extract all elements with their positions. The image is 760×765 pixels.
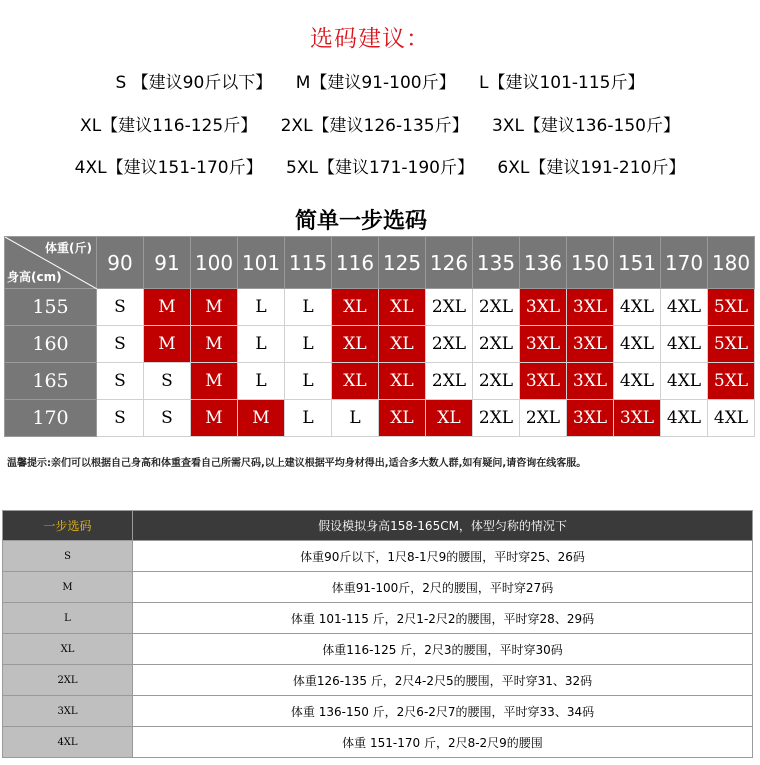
detail-desc-cell: 体重 101-115 斤，2尺1-2尺2的腰围，平时穿28、29码 — [133, 603, 753, 634]
weight-header-cell: 126 — [426, 237, 473, 289]
size-cell: S — [97, 363, 144, 400]
detail-row — [3, 634, 753, 665]
detail-desc-cell: 体重126-135 斤，2尺4-2尺5的腰围，平时穿31、32码 — [133, 665, 753, 696]
size-cell: M — [191, 400, 238, 437]
size-cell: L — [285, 289, 332, 326]
size-cell: 3XL — [614, 400, 661, 437]
size-cell: 5XL — [708, 326, 755, 363]
detail-row — [3, 572, 753, 603]
height-header-cell: 170 — [5, 400, 97, 437]
size-cell: 4XL — [661, 289, 708, 326]
size-cell: 3XL — [567, 289, 614, 326]
weight-header-cell: 115 — [285, 237, 332, 289]
size-cell: 2XL — [426, 289, 473, 326]
weight-header-cell: 100 — [191, 237, 238, 289]
grid-corner — [5, 237, 97, 289]
size-cell: 2XL — [473, 363, 520, 400]
size-cell: XL — [379, 326, 426, 363]
weight-header-cell: 135 — [473, 237, 520, 289]
suggestion-item: 3XL【建议136-150斤】 — [491, 116, 680, 136]
weight-header-cell: 101 — [238, 237, 285, 289]
detail-size-cell: 3XL — [3, 696, 133, 727]
size-cell: 5XL — [708, 289, 755, 326]
size-cell: S — [144, 363, 191, 400]
size-cell: L — [285, 400, 332, 437]
size-cell: S — [144, 400, 191, 437]
suggestion-item: M【建议91-100斤】 — [295, 73, 456, 93]
suggestion-row — [0, 68, 760, 93]
size-cell: 3XL — [520, 363, 567, 400]
size-cell: 3XL — [567, 326, 614, 363]
detail-desc-cell: 体重 151-170 斤，2尺8-2尺9的腰围 — [133, 727, 753, 758]
grid-row — [5, 326, 755, 363]
height-header-cell: 165 — [5, 363, 97, 400]
size-cell: S — [97, 289, 144, 326]
detail-size-cell: 2XL — [3, 665, 133, 696]
size-detail-table — [2, 510, 753, 758]
suggestion-item: 2XL【建议126-135斤】 — [280, 116, 469, 136]
grid-row — [5, 400, 755, 437]
detail-desc-cell: 体重90斤以下，1尺8-1尺9的腰围，平时穿25、26码 — [133, 541, 753, 572]
size-cell: 4XL — [661, 363, 708, 400]
size-cell: 3XL — [567, 400, 614, 437]
weight-header-cell: 136 — [520, 237, 567, 289]
detail-header-size: 一步选码 — [3, 511, 133, 541]
grid-header-row — [5, 237, 755, 289]
suggestion-item: XL【建议116-125斤】 — [80, 116, 258, 136]
height-header-cell: 160 — [5, 326, 97, 363]
size-cell: 4XL — [614, 289, 661, 326]
size-cell: 3XL — [520, 326, 567, 363]
size-cell: L — [285, 363, 332, 400]
size-cell: M — [144, 326, 191, 363]
size-cell: 4XL — [661, 326, 708, 363]
size-cell: 2XL — [426, 363, 473, 400]
detail-row — [3, 603, 753, 634]
size-cell: M — [191, 326, 238, 363]
weight-header-cell: 180 — [708, 237, 755, 289]
detail-row — [3, 541, 753, 572]
size-cell: 2XL — [426, 326, 473, 363]
weight-header-cell: 90 — [97, 237, 144, 289]
detail-size-cell: M — [3, 572, 133, 603]
page-title: 选码建议： — [310, 26, 430, 52]
detail-row — [3, 727, 753, 758]
size-cell: M — [238, 400, 285, 437]
size-cell: XL — [426, 400, 473, 437]
weight-header-cell: 125 — [379, 237, 426, 289]
detail-desc-cell: 体重 136-150 斤，2尺6-2尺7的腰围，平时穿33、34码 — [133, 696, 753, 727]
size-cell: 3XL — [567, 363, 614, 400]
detail-size-cell: XL — [3, 634, 133, 665]
size-cell: 4XL — [661, 400, 708, 437]
height-header-cell: 155 — [5, 289, 97, 326]
size-cell: 2XL — [473, 400, 520, 437]
size-cell: 2XL — [520, 400, 567, 437]
size-cell: XL — [379, 363, 426, 400]
chart-title: 简单一步选码 — [294, 209, 427, 234]
suggestion-item: 5XL【建议171-190斤】 — [286, 158, 474, 178]
size-cell: 2XL — [473, 289, 520, 326]
size-cell: 2XL — [473, 326, 520, 363]
size-cell: 4XL — [708, 400, 755, 437]
detail-size-cell: L — [3, 603, 133, 634]
size-cell: XL — [379, 400, 426, 437]
size-cell: M — [191, 363, 238, 400]
size-cell: L — [238, 289, 285, 326]
detail-desc-cell: 体重91-100斤，2尺的腰围，平时穿27码 — [133, 572, 753, 603]
size-cell: 3XL — [520, 289, 567, 326]
suggestion-item: 4XL【建议151-170斤】 — [74, 158, 263, 178]
detail-size-cell: S — [3, 541, 133, 572]
detail-size-cell: 4XL — [3, 727, 133, 758]
size-cell: L — [332, 400, 379, 437]
size-grid — [4, 236, 755, 437]
weight-header-cell: 150 — [567, 237, 614, 289]
weight-header-cell: 170 — [661, 237, 708, 289]
corner-height-label: 身高(cm) — [7, 270, 62, 284]
size-cell: L — [238, 363, 285, 400]
size-cell: XL — [332, 289, 379, 326]
weight-header-cell: 116 — [332, 237, 379, 289]
detail-row — [3, 696, 753, 727]
size-cell: 4XL — [614, 363, 661, 400]
size-cell: XL — [332, 326, 379, 363]
size-cell: S — [97, 400, 144, 437]
weight-header-cell: 91 — [144, 237, 191, 289]
corner-weight-label: 体重(斤) — [45, 241, 92, 255]
size-cell: XL — [379, 289, 426, 326]
weight-header-cell: 151 — [614, 237, 661, 289]
suggestion-item: S 【建议90斤以下】 — [115, 73, 273, 93]
detail-header-row — [3, 511, 753, 541]
detail-desc-cell: 体重116-125 斤，2尺3的腰围，平时穿30码 — [133, 634, 753, 665]
size-cell: 4XL — [614, 326, 661, 363]
size-cell: L — [238, 326, 285, 363]
size-cell: M — [191, 289, 238, 326]
detail-header-desc: 假设模拟身高158-165CM，体型匀称的情况下 — [133, 511, 753, 541]
size-cell: M — [144, 289, 191, 326]
size-cell: 5XL — [708, 363, 755, 400]
tip-text: 温馨提示:亲们可以根据自己身高和体重查看自己所需尺码,以上建议根据平均身材得出,适合多大数人群,如有疑问,请咨询在线客服。 — [7, 458, 587, 469]
suggestion-item: L【建议101-115斤】 — [479, 73, 645, 93]
suggestion-item: 6XL【建议191-210斤】 — [497, 158, 686, 178]
size-cell: S — [97, 326, 144, 363]
grid-row — [5, 289, 755, 326]
size-cell: L — [285, 326, 332, 363]
grid-row — [5, 363, 755, 400]
suggestion-row — [0, 111, 760, 136]
size-cell: XL — [332, 363, 379, 400]
detail-row — [3, 665, 753, 696]
suggestion-row — [0, 153, 760, 178]
